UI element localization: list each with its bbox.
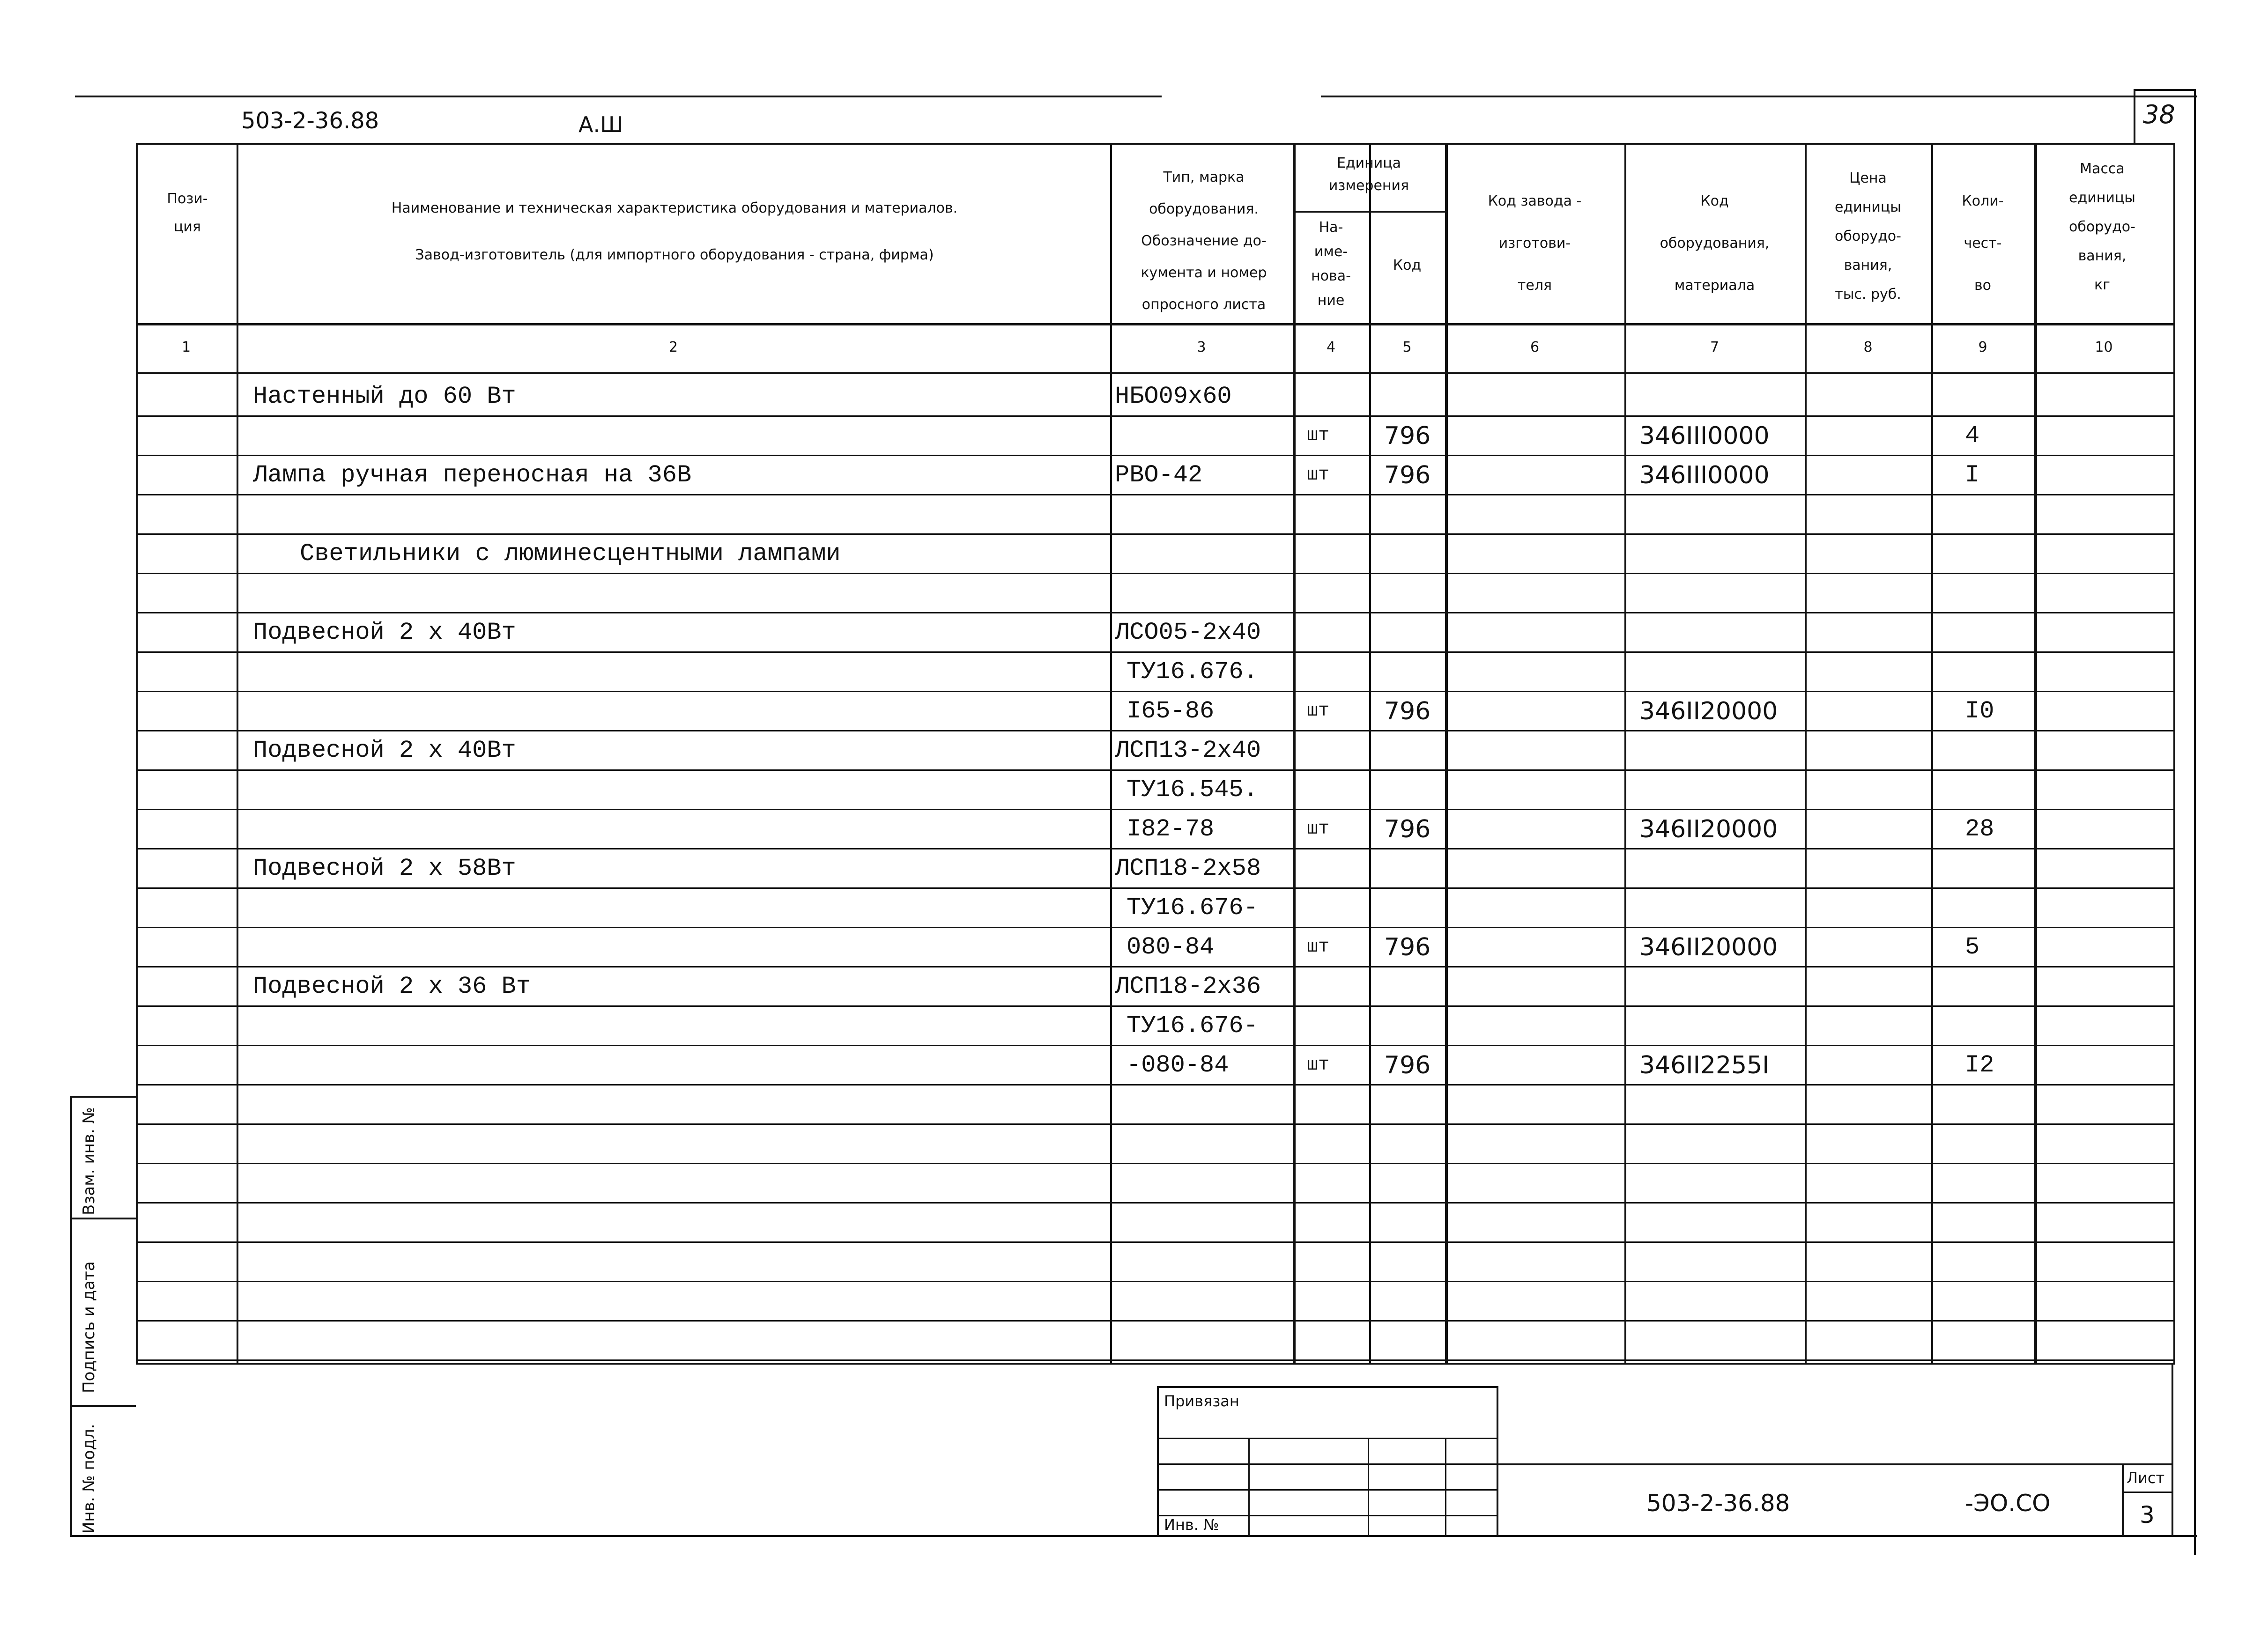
table-bottom-border [136,1363,2173,1365]
col-factory-code-header: Код завода - изготови- теля [1488,193,1582,294]
table-row-line [136,1202,2173,1204]
row-equipment-code: 346II20000 [1639,933,1778,961]
row-type: 080-84 [1127,933,1215,961]
row-equipment-code: 346III0000 [1639,461,1770,489]
row-type: ЛСП18-2х58 [1115,855,1261,882]
sheet-format: А.Ш [578,112,623,137]
row-unit-code: 796 [1384,697,1431,725]
table-row-line [136,966,2173,967]
table-row-line [136,533,2173,535]
row-type: I65-86 [1127,697,1215,725]
row-quantity: I0 [1965,697,1994,725]
column-number: 10 [2095,339,2113,355]
col-position-header: Пози- ция [167,191,208,235]
table-row-line [136,1241,2173,1243]
col-unit-name-header: На- име- нова- ние [1311,219,1351,309]
table-row-line [136,1163,2173,1164]
row-name: Подвесной 2 х 58Вт [253,855,516,882]
column-number: 8 [1863,339,1873,355]
row-unit: шт [1307,937,1330,958]
row-unit: шт [1307,425,1330,446]
column-number: 1 [181,339,191,355]
row-equipment-code: 346III0000 [1639,422,1770,450]
row-type: РВО-42 [1115,461,1203,489]
row-equipment-code: 346II2255I [1639,1051,1770,1079]
row-name: Подвесной 2 х 40Вт [253,619,516,646]
table-column-line [1805,143,1807,1365]
stamp-document-code: 503-2-36.88 [1646,1490,1790,1517]
row-type: ТУ16.545. [1127,776,1258,804]
top-rule-left [75,96,1162,97]
row-quantity: 4 [1965,422,1980,450]
col-equipment-code-header: Код оборудования, материала [1660,193,1770,294]
stamp-sheet-number: 3 [2140,1501,2155,1529]
row-equipment-code: 346II20000 [1639,815,1778,843]
unit-group-divider [1293,211,1445,213]
table-row-line [136,1123,2173,1125]
table-row-line [136,1359,2173,1361]
table-column-line [1110,143,1112,1365]
row-name: Настенный до 60 Вт [253,383,516,410]
row-quantity: 5 [1965,933,1980,961]
table-row-line [136,573,2173,574]
table-column-line [237,143,238,1365]
column-number: 4 [1326,339,1336,355]
table-row-line [136,494,2173,495]
row-type: ЛСП13-2х40 [1115,737,1261,764]
stamp-bound-label: Привязан [1164,1392,1239,1410]
label-replaced-inv: Взам. инв. № [80,1107,98,1215]
column-number: 2 [668,339,678,355]
row-quantity: 28 [1965,815,1994,843]
row-type: ТУ16.676- [1127,894,1258,922]
row-equipment-code: 346II20000 [1639,697,1778,725]
col-price-header: Цена единицы оборудо- вания, тыс. руб. [1835,170,1901,303]
column-number: 6 [1530,339,1540,355]
table-row-line [136,848,2173,849]
stamp-inv-label: Инв. № [1164,1516,1219,1534]
table-row-line [136,1084,2173,1086]
table-row-line [136,927,2173,928]
table-column-line [1624,143,1626,1365]
row-unit: шт [1307,819,1330,840]
row-type: НБО09х60 [1115,383,1232,410]
table-column-line [1445,143,1448,1365]
table-row-line [136,1005,2173,1007]
row-quantity: I2 [1965,1051,1994,1079]
column-number: 3 [1197,339,1206,355]
row-quantity: I [1965,461,1980,489]
col-quantity-header: Коли- чест- во [1962,193,2004,294]
row-name: Подвесной 2 х 36 Вт [253,973,531,1000]
row-name: Подвесной 2 х 40Вт [253,737,516,764]
row-unit-code: 796 [1384,933,1431,961]
table-row-line [136,1045,2173,1046]
header-bottom-border [136,323,2173,325]
row-type: ТУ16.676- [1127,1012,1258,1040]
col-name-header: Наименование и техническая характеристика оборудования и материалов. Завод-изготовитель (для импортного оборудования - страна, фирма) [391,200,958,263]
table-column-line [2034,143,2037,1365]
column-number: 7 [1710,339,1720,355]
table-row-line [136,612,2173,613]
table-row-line [136,887,2173,889]
table-row-line [136,809,2173,810]
row-unit-code: 796 [1384,1051,1431,1079]
table-row-line [136,1320,2173,1322]
table-column-line [1931,143,1933,1365]
col-unit-code-header: Код [1393,257,1422,273]
colnum-bottom-border [136,372,2173,374]
table-column-line [1293,143,1296,1365]
table-column-line [136,143,138,1365]
top-rule-right [1321,96,2197,97]
col-mass-header: Масса единицы оборудо- вания, кг [2069,161,2135,293]
col-type-header: Тип, марка оборудования. Обозначение до- кумента и номер опросного листа [1141,169,1267,313]
row-unit-code: 796 [1384,815,1431,843]
row-type: ЛСО05-2х40 [1115,619,1261,646]
project-code: 503-2-36.88 [241,108,379,134]
page-number: 38 [2143,100,2175,129]
row-unit: шт [1307,1055,1330,1076]
row-name: Светильники с люминесцентными лампами [300,540,841,568]
stamp-document-suffix: -ЭО.СО [1965,1490,2051,1517]
table-top-border [136,143,2173,145]
col-unit-group-header: Единица измерения [1328,155,1409,194]
page-bottom-border [70,1535,2197,1537]
table-row-line [136,691,2173,692]
row-unit-code: 796 [1384,422,1431,450]
row-unit: шт [1307,701,1330,722]
table-row-line [136,651,2173,653]
label-original-inv: Инв. № подл. [80,1424,98,1534]
row-unit: шт [1307,465,1330,486]
table-column-line [1369,143,1371,1365]
row-type: -080-84 [1127,1051,1229,1079]
column-number: 9 [1978,339,1987,355]
label-signature-date: Подпись и дата [80,1261,98,1393]
table-row-line [136,1281,2173,1282]
row-type: I82-78 [1127,815,1215,843]
table-row-line [136,730,2173,731]
table-row-line [136,455,2173,456]
row-name: Лампа ручная переносная на 36В [253,461,692,489]
row-type: ТУ16.676. [1127,658,1258,686]
stamp-sheet-label: Лист [2127,1469,2165,1487]
column-number: 5 [1402,339,1412,355]
table-column-line [2173,143,2175,1365]
row-unit-code: 796 [1384,461,1431,489]
row-type: ЛСП18-2х36 [1115,973,1261,1000]
table-row-line [136,769,2173,771]
table-row-line [136,415,2173,417]
